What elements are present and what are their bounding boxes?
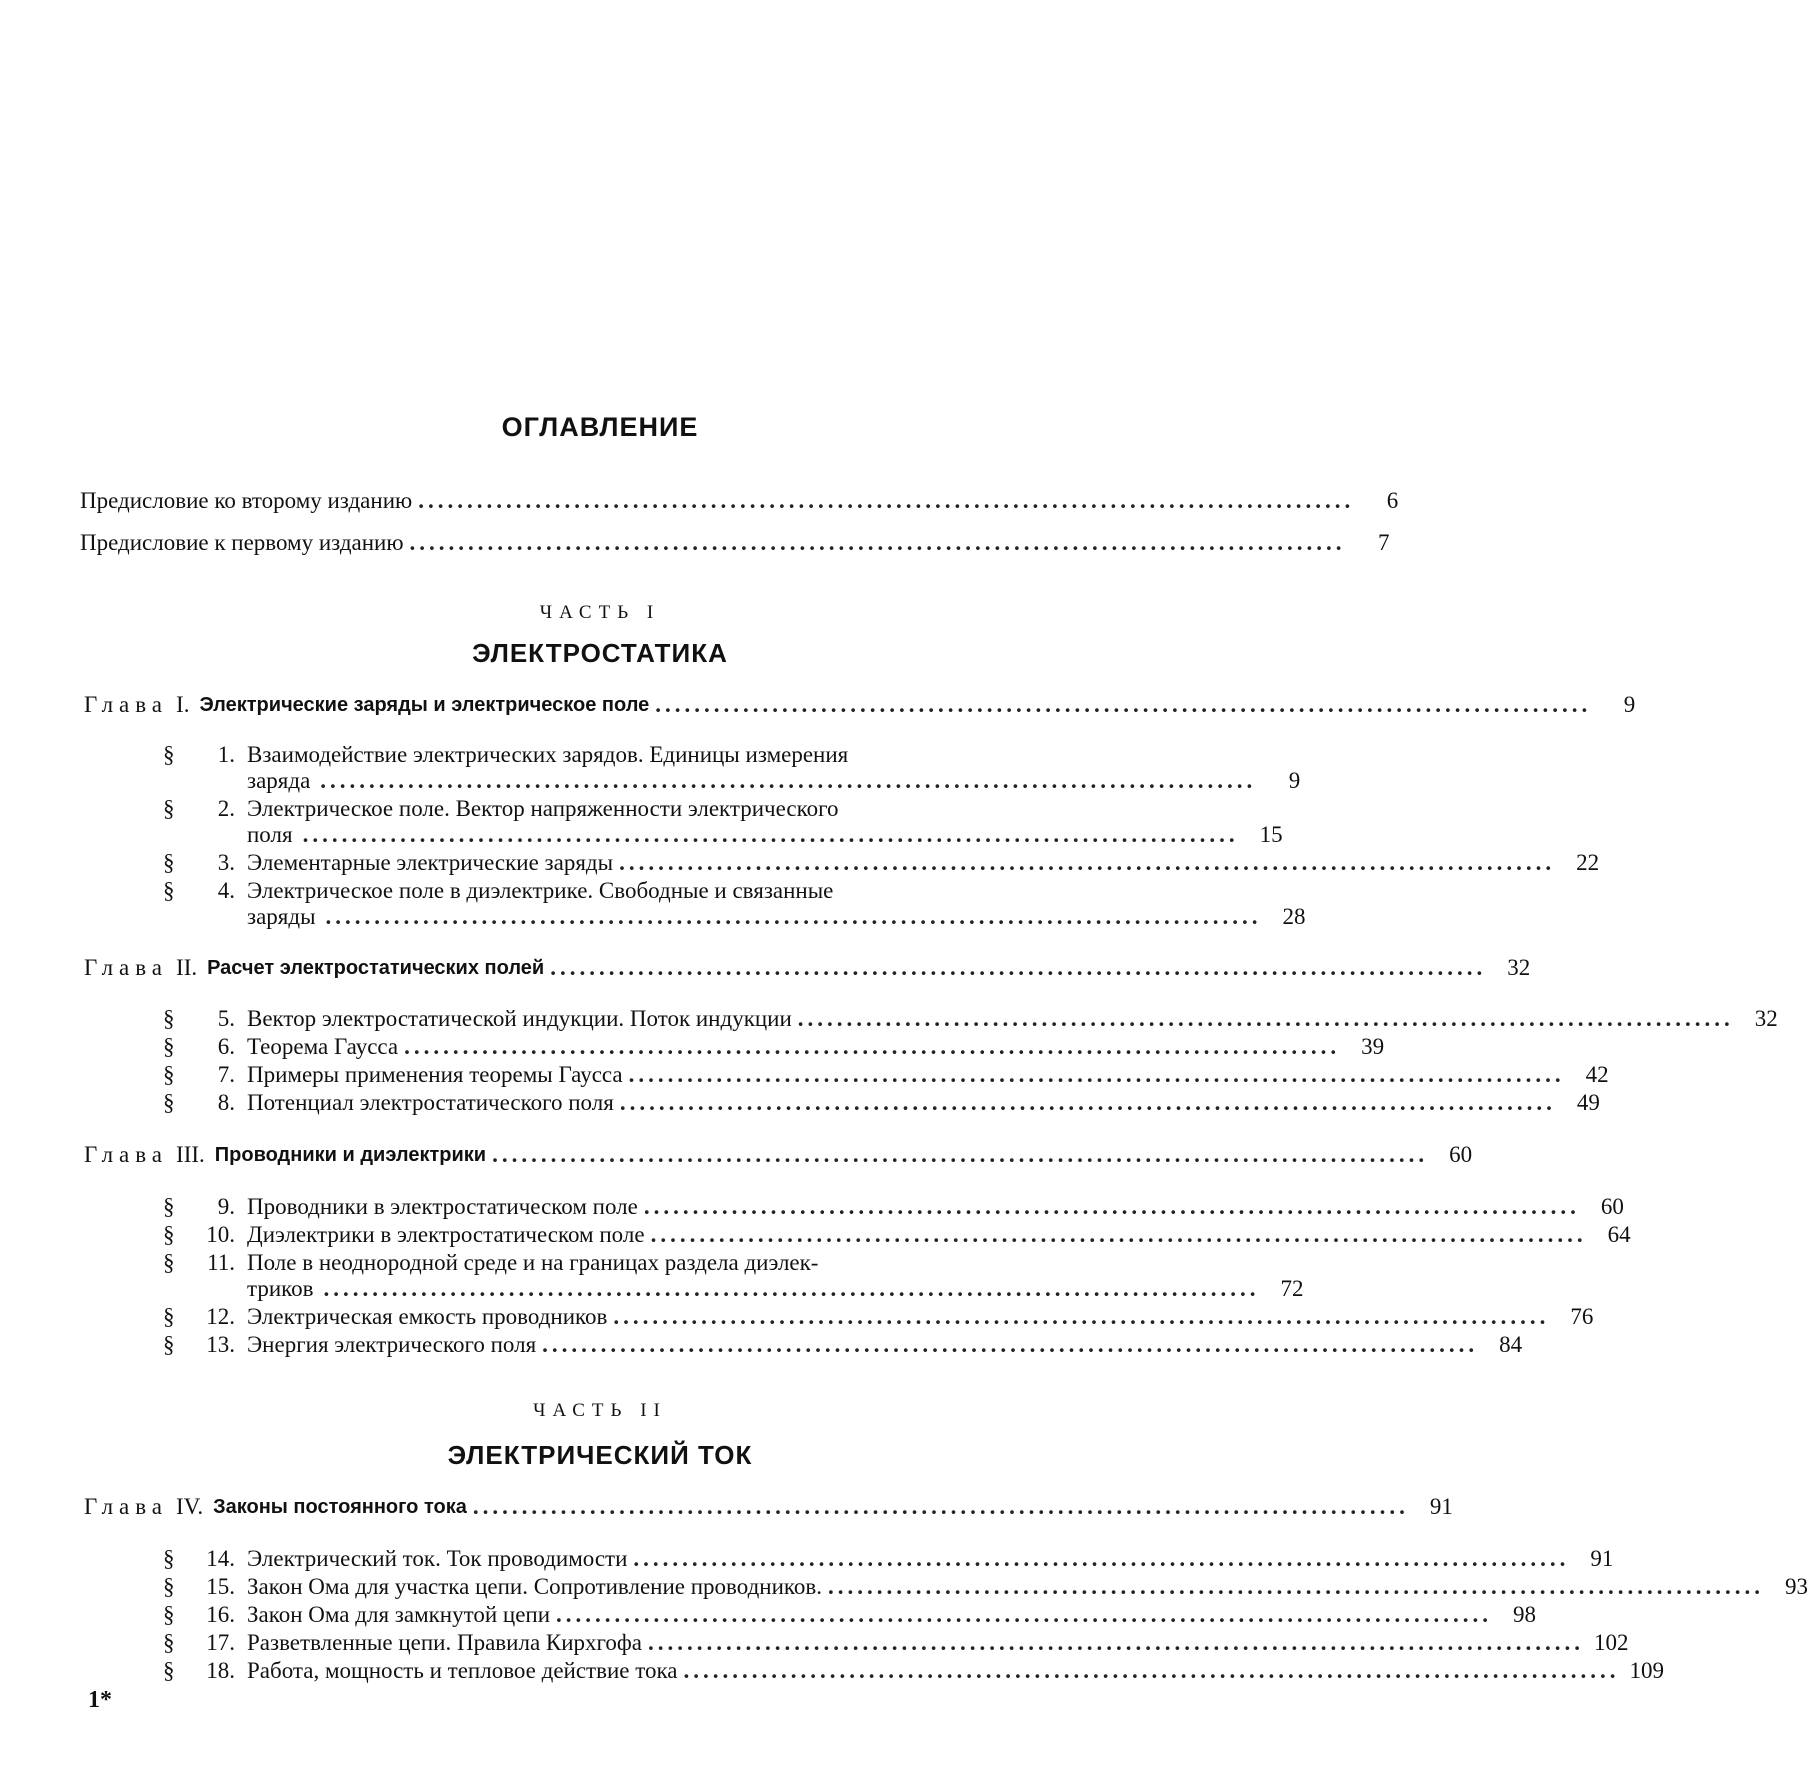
leader-dots: ................................................................................................	[542, 1332, 1479, 1357]
toc-chapter[interactable]	[84, 1494, 1453, 1520]
section-number: 1.	[217, 742, 235, 767]
page-number: 22	[1576, 850, 1600, 875]
section-title-continued: поля	[247, 822, 293, 847]
leader-dots: ................................................................................................	[472, 1494, 1409, 1519]
section-number: 16.	[206, 1602, 235, 1627]
page-number: 91	[1590, 1546, 1614, 1571]
toc-entry-preface-2[interactable]	[80, 488, 1399, 514]
page-number: 9	[1288, 768, 1301, 793]
chapter-number: II.	[176, 955, 198, 980]
part-title: ЭЛЕКТРОСТАТИКА	[472, 638, 728, 668]
leader-dots: ................................................................................................	[628, 1062, 1565, 1087]
page-number: 7	[1378, 530, 1390, 555]
section-sign: §	[163, 850, 175, 875]
entry-title: Предисловие ко второму изданию	[80, 488, 413, 513]
chapter-label: Глава	[84, 955, 169, 980]
toc-section[interactable]	[163, 878, 1306, 930]
chapter-title: Проводники и диэлектрики	[214, 1144, 487, 1166]
section-sign: §	[163, 1602, 175, 1627]
toc-section[interactable]	[163, 796, 1283, 848]
toc-section[interactable]	[163, 1602, 1537, 1628]
page-number: 64	[1607, 1222, 1631, 1247]
leader-dots: ................................................................................................	[828, 1574, 1765, 1599]
section-title: Электрический ток. Ток проводимости	[247, 1546, 628, 1571]
section-number: 3.	[217, 850, 235, 875]
section-sign: §	[163, 1090, 175, 1115]
toc-section[interactable]	[163, 1194, 1624, 1220]
page-number: 39	[1361, 1034, 1385, 1059]
section-number: 9.	[217, 1194, 235, 1219]
section-sign: §	[163, 1222, 175, 1247]
toc-title: ОГЛАВЛЕНИЕ	[501, 412, 699, 442]
page-number: 49	[1576, 1090, 1600, 1115]
section-title: Закон Ома для замкнутой цепи	[247, 1602, 551, 1627]
section-number: 11.	[207, 1250, 235, 1275]
page-number: 93	[1785, 1574, 1808, 1599]
chapter-title: Законы постоянного тока	[213, 1496, 467, 1518]
section-title: Взаимодействие электрических зарядов. Единицы измерения	[247, 742, 849, 767]
section-sign: §	[163, 796, 175, 821]
leader-dots: ................................................................................................	[409, 530, 1346, 555]
section-title: Закон Ома для участка цепи. Сопротивление проводников.	[247, 1574, 823, 1599]
section-title: Диэлектрики в электростатическом поле	[247, 1222, 645, 1247]
leader-dots: ................................................................................................	[613, 1304, 1550, 1329]
toc-section[interactable]	[163, 1546, 1614, 1572]
leader-dots: ................................................................................................	[556, 1602, 1493, 1627]
part-title: ЭЛЕКТРИЧЕСКИЙ ТОК	[447, 1440, 753, 1470]
chapter-number: IV.	[176, 1494, 204, 1519]
toc-section[interactable]	[163, 1658, 1665, 1684]
part-label: ЧАСТЬ I	[539, 602, 661, 623]
page-number: 15	[1259, 822, 1283, 847]
toc-section[interactable]	[163, 850, 1600, 876]
leader-dots: ................................................................................................	[683, 1658, 1620, 1683]
leader-dots: ................................................................................................	[404, 1034, 1341, 1059]
page-number: 28	[1282, 904, 1306, 929]
toc-chapter[interactable]	[84, 692, 1636, 718]
toc-chapter[interactable]	[84, 1142, 1473, 1168]
chapter-label: Глава	[84, 692, 169, 717]
section-title: Электрическая емкость проводников	[247, 1304, 608, 1329]
toc-section[interactable]	[163, 1630, 1629, 1656]
page-number: 42	[1585, 1062, 1609, 1087]
section-sign: §	[163, 1194, 175, 1219]
toc-chapter[interactable]	[84, 955, 1531, 981]
section-number: 10.	[206, 1222, 235, 1247]
section-number: 17.	[206, 1630, 235, 1655]
toc-section[interactable]	[163, 1250, 1304, 1302]
leader-dots: ................................................................................................	[550, 955, 1487, 980]
section-sign: §	[163, 1332, 175, 1357]
section-number: 12.	[206, 1304, 235, 1329]
leader-dots: ................................................................................................	[323, 1276, 1260, 1301]
section-number: 14.	[206, 1546, 235, 1571]
section-title: Работа, мощность и тепловое действие тока	[247, 1658, 678, 1683]
page-number: 91	[1429, 1494, 1453, 1519]
section-title: Вектор электростатической индукции. Поток индукции	[247, 1006, 792, 1031]
leader-dots: ................................................................................................	[619, 850, 1556, 875]
toc-section[interactable]	[163, 1062, 1609, 1088]
leader-dots: ................................................................................................	[320, 768, 1257, 793]
page-number: 98	[1513, 1602, 1537, 1627]
page-number: 84	[1499, 1332, 1523, 1357]
section-title: Разветвленные цепи. Правила Кирхгофа	[247, 1630, 643, 1655]
section-sign: §	[163, 742, 175, 767]
chapter-label: Глава	[84, 1142, 169, 1167]
section-sign: §	[163, 1250, 175, 1275]
page-number: 32	[1754, 1006, 1778, 1031]
part-label: ЧАСТЬ II	[533, 1400, 667, 1421]
leader-dots: ................................................................................................	[302, 822, 1239, 847]
section-sign: §	[163, 1658, 175, 1683]
chapter-number: III.	[176, 1142, 205, 1167]
leader-dots: ................................................................................................	[619, 1090, 1556, 1115]
section-title: Электрическое поле. Вектор напряженности электрического	[247, 796, 839, 821]
section-title-continued: заряда	[247, 768, 311, 793]
section-title: Примеры применения теоремы Гаусса	[247, 1062, 623, 1087]
toc-section[interactable]	[163, 742, 1301, 794]
toc-section[interactable]	[163, 1332, 1523, 1358]
leader-dots: ................................................................................................	[492, 1142, 1429, 1167]
toc-section[interactable]	[163, 1222, 1631, 1248]
section-title-continued: заряды	[247, 904, 316, 929]
page-number: 102	[1594, 1630, 1629, 1655]
section-number: 15.	[206, 1574, 235, 1599]
signature-mark: 1*	[88, 1687, 112, 1713]
page-number: 32	[1507, 955, 1531, 980]
toc-section[interactable]	[163, 1574, 1808, 1600]
section-number: 6.	[217, 1034, 235, 1059]
section-number: 2.	[217, 796, 235, 821]
page-number: 72	[1280, 1276, 1304, 1301]
section-number: 13.	[206, 1332, 235, 1357]
section-sign: §	[163, 1630, 175, 1655]
leader-dots: ................................................................................................	[633, 1546, 1570, 1571]
section-number: 18.	[206, 1658, 235, 1683]
section-title: Потенциал электростатического поля	[247, 1090, 614, 1115]
section-title: Поле в неоднородной среде и на границах раздела диэлек-	[247, 1250, 819, 1275]
section-sign: §	[163, 1574, 175, 1599]
page-number: 9	[1623, 692, 1636, 717]
page-number: 76	[1570, 1304, 1594, 1329]
page-number: 60	[1449, 1142, 1473, 1167]
chapter-label: Глава	[84, 1494, 169, 1519]
section-number: 8.	[217, 1090, 235, 1115]
chapter-number: I.	[176, 692, 190, 717]
section-sign: §	[163, 1062, 175, 1087]
toc-section[interactable]	[163, 1034, 1385, 1060]
page-number: 6	[1386, 488, 1399, 513]
page-number: 109	[1629, 1658, 1665, 1683]
toc-section[interactable]	[163, 1006, 1778, 1032]
section-title: Электрическое поле в диэлектрике. Свободные и связанные	[247, 878, 834, 903]
page-number: 60	[1600, 1194, 1624, 1219]
section-title: Проводники в электростатическом поле	[247, 1194, 638, 1219]
leader-dots: ................................................................................................	[655, 692, 1592, 717]
toc-section[interactable]	[163, 1090, 1600, 1116]
leader-dots: ................................................................................................	[797, 1006, 1734, 1031]
section-number: 4.	[217, 878, 235, 903]
section-title: Энергия электрического поля	[247, 1332, 537, 1357]
entry-title: Предисловие к первому изданию	[80, 530, 404, 555]
section-sign: §	[163, 1304, 175, 1329]
chapter-title: Электрические заряды и электрическое поле	[199, 694, 650, 716]
section-sign: §	[163, 1034, 175, 1059]
leader-dots: ................................................................................................	[643, 1194, 1580, 1219]
leader-dots: ................................................................................................	[648, 1630, 1585, 1655]
chapter-title: Расчет электростатических полей	[207, 957, 545, 979]
toc-section[interactable]	[163, 1304, 1594, 1330]
section-sign: §	[163, 878, 175, 903]
section-number: 7.	[217, 1062, 235, 1087]
leader-dots: ................................................................................................	[418, 488, 1355, 513]
section-title: Элементарные электрические заряды	[247, 850, 614, 875]
section-sign: §	[163, 1006, 175, 1031]
toc-entry-preface-1[interactable]	[80, 530, 1390, 556]
section-title: Теорема Гаусса	[247, 1034, 399, 1059]
section-number: 5.	[217, 1006, 235, 1031]
leader-dots: ................................................................................................	[650, 1222, 1587, 1247]
section-title-continued: триков	[247, 1276, 314, 1301]
section-sign: §	[163, 1546, 175, 1571]
leader-dots: ................................................................................................	[325, 904, 1262, 929]
